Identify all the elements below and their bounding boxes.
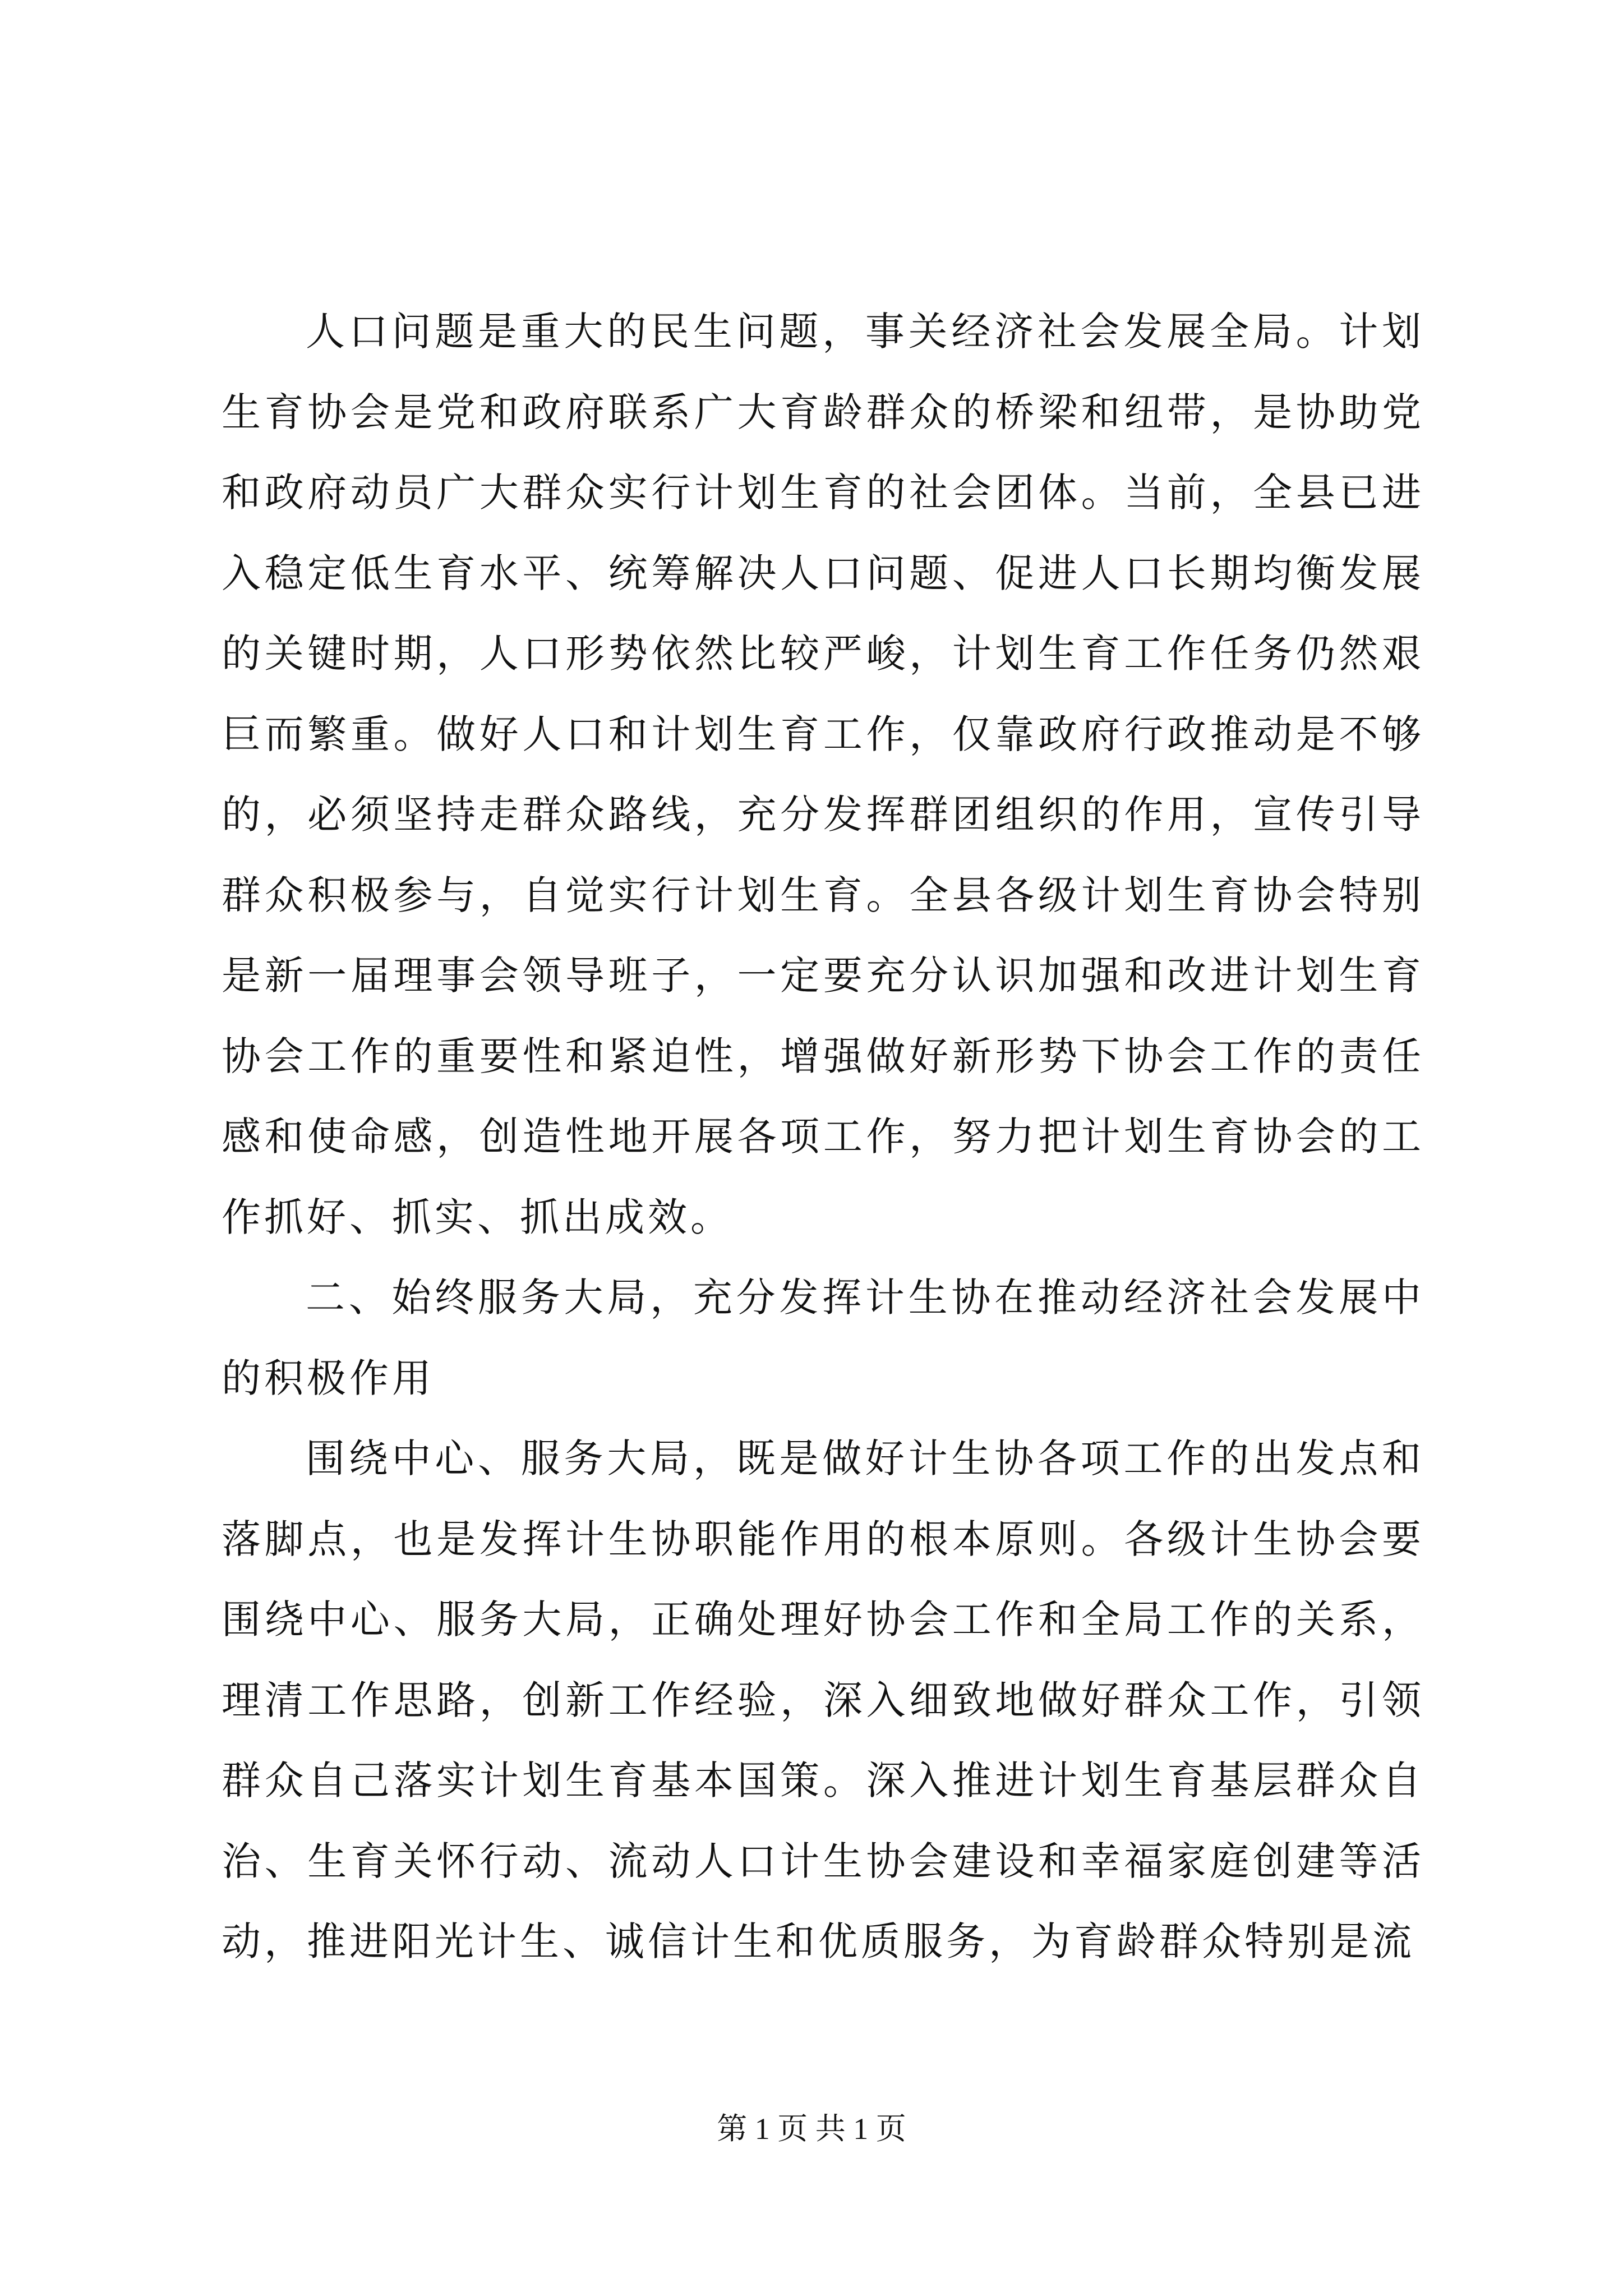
page-number-label: 第 1 页 共 1 页 (717, 2112, 906, 2146)
document-body (222, 292, 1424, 1982)
paragraph-serve-center: 围绕中心、服务大局，既是做好计生协各项工作的出发点和落脚点，也是发挥计生协职能作用的根本原则。各级计生协会要围绕中心、服务大局，正确处理好协会工作和全局工作的关系，理清工作思路，创新工作经验，深入细致地做好群众工作，引领群众自己落实计划生育基本国策。深入推进计划生育基层群众自治、生育关怀行动、流动人口计生协会建设和幸福家庭创建等活动，推进阳光计生、诚信计生和优质服务，为育龄群众特别是流 (222, 1435, 1424, 1964)
paragraph-population-issue: 人口问题是重大的民生问题，事关经济社会发展全局。计划生育协会是党和政府联系广大育龄群众的桥梁和纽带，是协助党和政府动员广大群众实行计划生育的社会团体。当前，全县已进入稳定低生育水平、统筹解决人口问题、促进人口长期均衡发展的关键时期，人口形势依然比较严峻，计划生育工作任务仍然艰巨而繁重。做好人口和计划生育工作，仅靠政府行政推动是不够的，必须坚持走群众路线，充分发挥群团组织的作用，宣传引导群众积极参与，自觉实行计划生育。全县各级计划生育协会特别是新一届理事会领导班子，一定要充分认识加强和改进计划生育协会工作的重要性和紧迫性，增强做好新形势下协会工作的责任感和使命感，创造性地开展各项工作，努力把计划生育协会的工作抓好、抓实、抓出成效。 (222, 309, 1424, 1240)
page-footer (0, 2109, 1623, 2148)
section-heading-serve-overall: 二、始终服务大局，充分发挥计生协在推动经济社会发展中的积极作用 (222, 1274, 1424, 1401)
